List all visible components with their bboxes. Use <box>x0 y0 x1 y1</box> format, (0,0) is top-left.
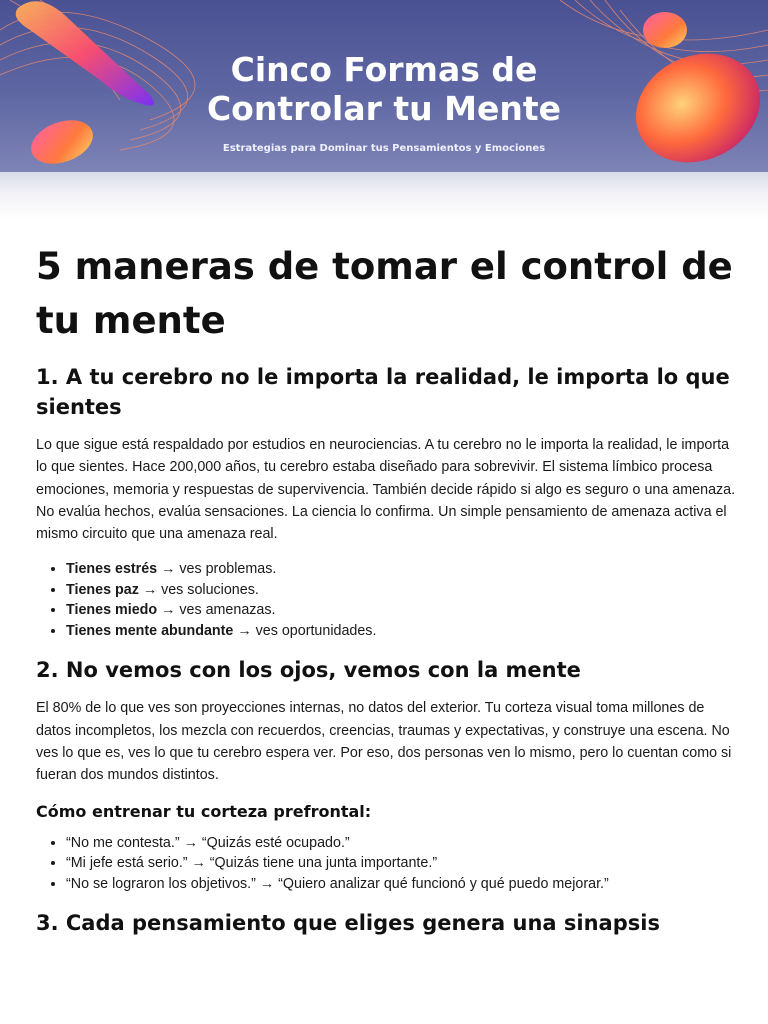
list-item-text: → ves soluciones. <box>138 581 259 598</box>
article-title: 5 maneras de tomar el control de tu mente <box>36 245 733 342</box>
list-item-bold: Tienes paz <box>66 581 139 598</box>
list-item-text: → ves oportunidades. <box>233 622 377 639</box>
banner-fade <box>0 172 768 220</box>
section-3-heading: 3. Cada pensamiento que eliges genera una sinapsis <box>36 911 660 936</box>
list-item: • “Mi jefe está serio.” → “Quizás tiene una junta importante.” <box>66 853 736 874</box>
section-1-heading: 1. A tu cerebro no le importa la realidad, le importa lo que sientes <box>36 365 730 419</box>
section-2-heading: 2. No vemos con los ojos, vemos con la mente <box>36 658 581 683</box>
section-1-paragraph: Lo que sigue está respaldado por estudios en neurociencias. A tu cerebro no le importa la realidad, le importa lo que sientes. Hace 200,000 años, tu cerebro estaba diseñado para sobrevivir. El sistema límbico procesa emociones, memoria y respuestas de supervivencia. También decide rápido si algo es seguro o una amenaza. No evalúa hechos, evalúa sensaciones. La ciencia lo confirma. Un simple pensamiento de amenaza activa el mismo circuito que una amenaza real. <box>36 437 736 543</box>
header-banner <box>0 0 768 172</box>
list-item <box>66 559 736 580</box>
list-item <box>66 580 736 601</box>
list-item: • “No se lograron los objetivos.” → “Quiero analizar qué funcionó y qué puedo mejorar.” <box>66 874 736 895</box>
section-2-paragraph: El 80% de lo que ves son proyecciones internas, no datos del exterior. Tu corteza visual toma millones de datos incompletos, los mezcla con recuerdos, creencias, traumas y expectativas, y construye una escena. No ves lo que es, ves lo que tu cerebro espera ver. Por eso, dos personas ven lo mismo, pero lo cuentan como si fueran dos mundos distintos. <box>36 700 732 784</box>
list-item <box>66 621 736 642</box>
section-2-list <box>36 833 736 895</box>
list-item-text: → ves amenazas. <box>157 602 276 619</box>
list-item-bold: Tienes miedo <box>66 602 158 619</box>
list-item-bold: Tienes estrés <box>66 561 158 578</box>
article-content <box>36 240 736 950</box>
banner-subtitle: Estrategias para Dominar tus Pensamientos y Emociones <box>222 143 546 154</box>
list-item: • “No me contesta.” → “Quizás esté ocupado.” <box>66 833 736 854</box>
list-item-text: → ves problemas. <box>157 561 277 578</box>
banner-title-line2: Controlar tu Mente <box>206 89 562 128</box>
list-item-bold: Tienes mente abundante <box>66 622 234 639</box>
list-item <box>66 600 736 621</box>
banner-title-line1: Cinco Formas de <box>230 50 538 89</box>
section-1-list <box>36 559 736 641</box>
banner-title <box>0 50 768 128</box>
section-2-subheading: Cómo entrenar tu corteza prefrontal: <box>36 801 372 821</box>
